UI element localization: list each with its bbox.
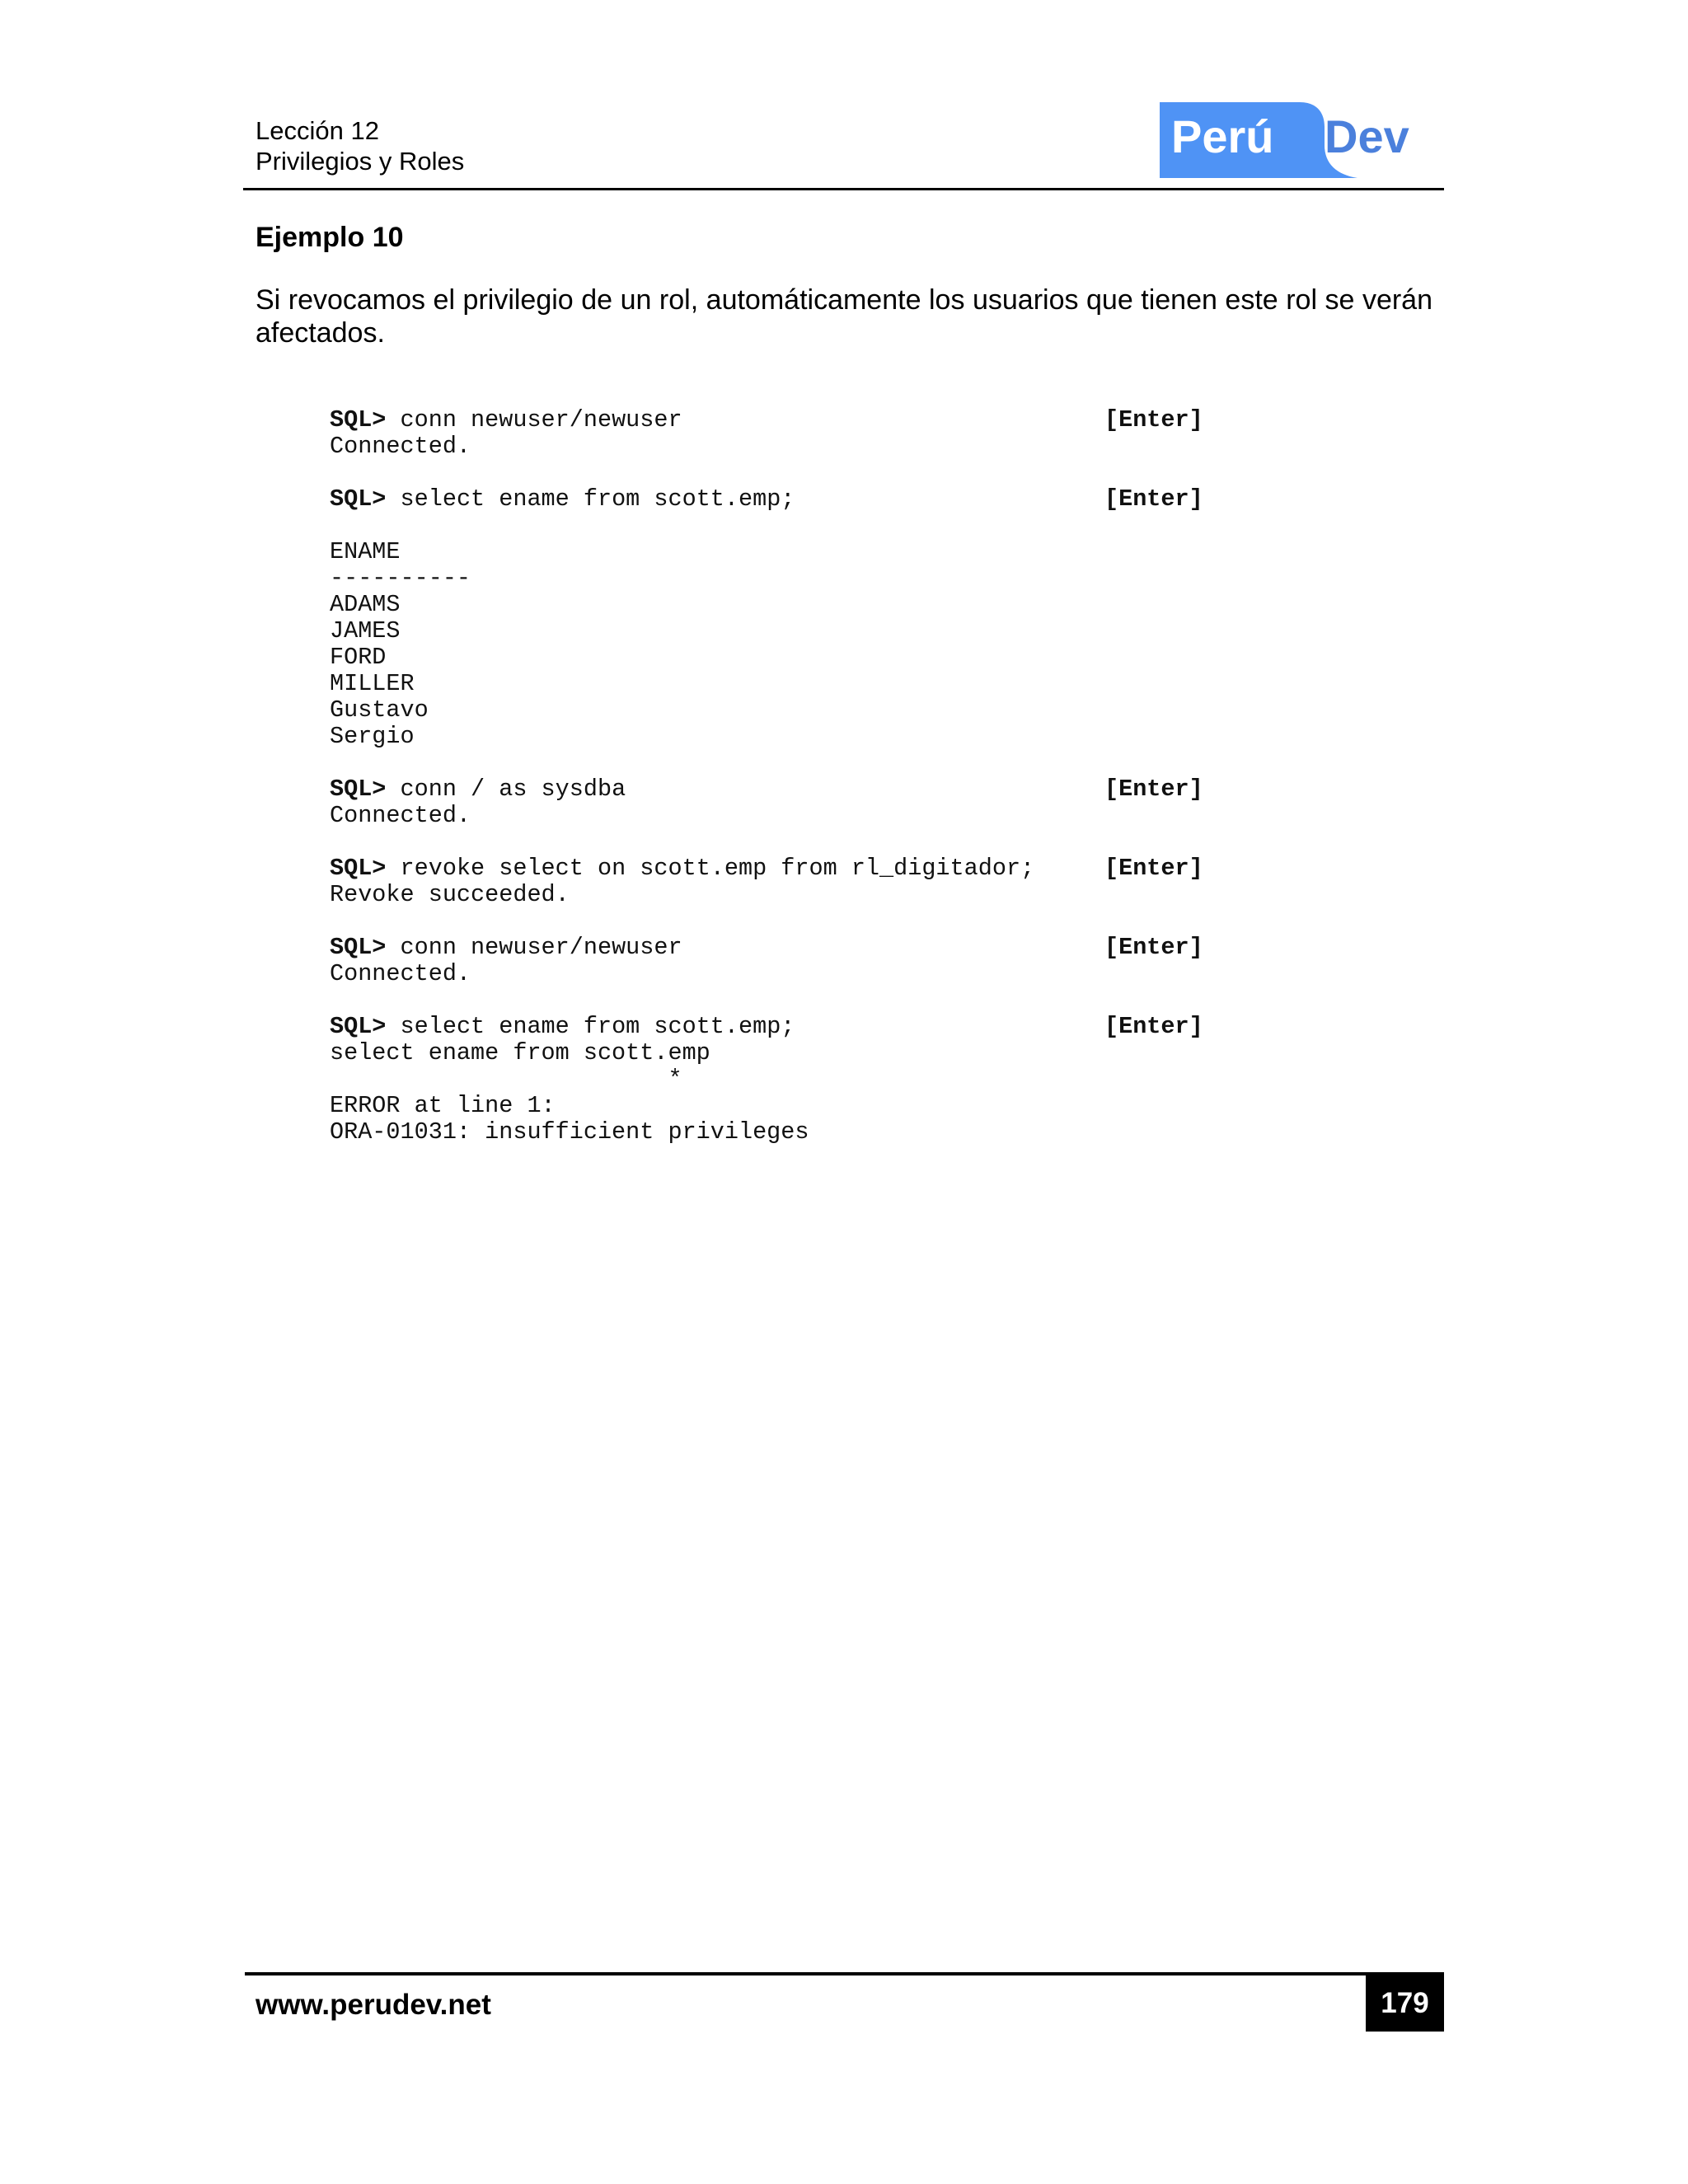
sql-prompt: SQL> (330, 855, 387, 882)
lesson-topic: Privilegios y Roles (256, 147, 465, 176)
sql-output-line: select ename from scott.emp (330, 1039, 710, 1066)
sql-output-line: Connected. (330, 433, 471, 460)
sql-output-line: ENAME (330, 538, 401, 565)
sql-command-text: conn / as sysdba (400, 776, 626, 803)
sql-prompt: SQL> (330, 485, 387, 513)
code-blank-line (330, 513, 1236, 539)
lesson-number: Lección 12 (256, 116, 379, 145)
sql-output-line: ERROR at line 1: (330, 1092, 556, 1119)
sql-command-text: select ename from scott.emp; (400, 1013, 795, 1040)
sql-output-line: Gustavo (330, 696, 429, 724)
sql-output-line: FORD (330, 644, 387, 671)
intro-paragraph: Si revocamos el privilegio de un rol, automáticamente los usuarios que tienen este rol se verán afectados. (256, 284, 1432, 349)
sql-prompt: SQL> (330, 776, 387, 803)
code-blank-line (330, 987, 1236, 1014)
sql-command-line (330, 855, 1236, 882)
sql-command-text: revoke select on scott.emp from rl_digitador; (400, 855, 1035, 882)
perudev-logo (1160, 102, 1422, 178)
sql-output-line: ADAMS (330, 591, 401, 618)
page-number: 179 (1366, 1975, 1444, 2032)
enter-key-label: [Enter] (1104, 855, 1203, 882)
sql-command-line (330, 776, 1236, 803)
sql-output-line: ORA-01031: insufficient privileges (330, 1118, 809, 1146)
sql-output-line: * (330, 1066, 682, 1093)
enter-key-label: [Enter] (1104, 406, 1203, 434)
footer-divider (245, 1972, 1444, 1975)
sql-output-line: Revoke succeeded. (330, 881, 570, 908)
sql-output-line: MILLER (330, 670, 415, 697)
code-blank-line (330, 460, 1236, 486)
enter-key-label: [Enter] (1104, 776, 1203, 803)
code-blank-line (330, 829, 1236, 855)
sql-command-text: conn newuser/newuser (400, 934, 682, 961)
section-title: Ejemplo 10 (256, 222, 404, 253)
code-blank-line (330, 750, 1236, 776)
sql-session-listing (330, 407, 1236, 1146)
sql-command-line (330, 407, 1236, 434)
sql-command-line (330, 1014, 1236, 1040)
sql-prompt: SQL> (330, 406, 387, 434)
sql-command-text: conn newuser/newuser (400, 406, 682, 434)
sql-command-line (330, 486, 1236, 513)
header-divider (243, 188, 1444, 190)
logo-word-dev: Dev (1325, 110, 1409, 162)
sql-command-line (330, 935, 1236, 961)
sql-prompt: SQL> (330, 1013, 387, 1040)
enter-key-label: [Enter] (1104, 1013, 1203, 1040)
sql-output-line: JAMES (330, 617, 401, 644)
sql-output-line: ---------- (330, 565, 471, 592)
sql-output-line: Connected. (330, 960, 471, 987)
code-blank-line (330, 908, 1236, 935)
sql-output-line: Sergio (330, 723, 415, 750)
sql-command-text: select ename from scott.emp; (400, 485, 795, 513)
footer-website: www.perudev.net (256, 1989, 491, 2021)
logo-word-peru: Perú (1171, 110, 1274, 162)
enter-key-label: [Enter] (1104, 485, 1203, 513)
sql-output-line: Connected. (330, 802, 471, 829)
enter-key-label: [Enter] (1104, 934, 1203, 961)
sql-prompt: SQL> (330, 934, 387, 961)
